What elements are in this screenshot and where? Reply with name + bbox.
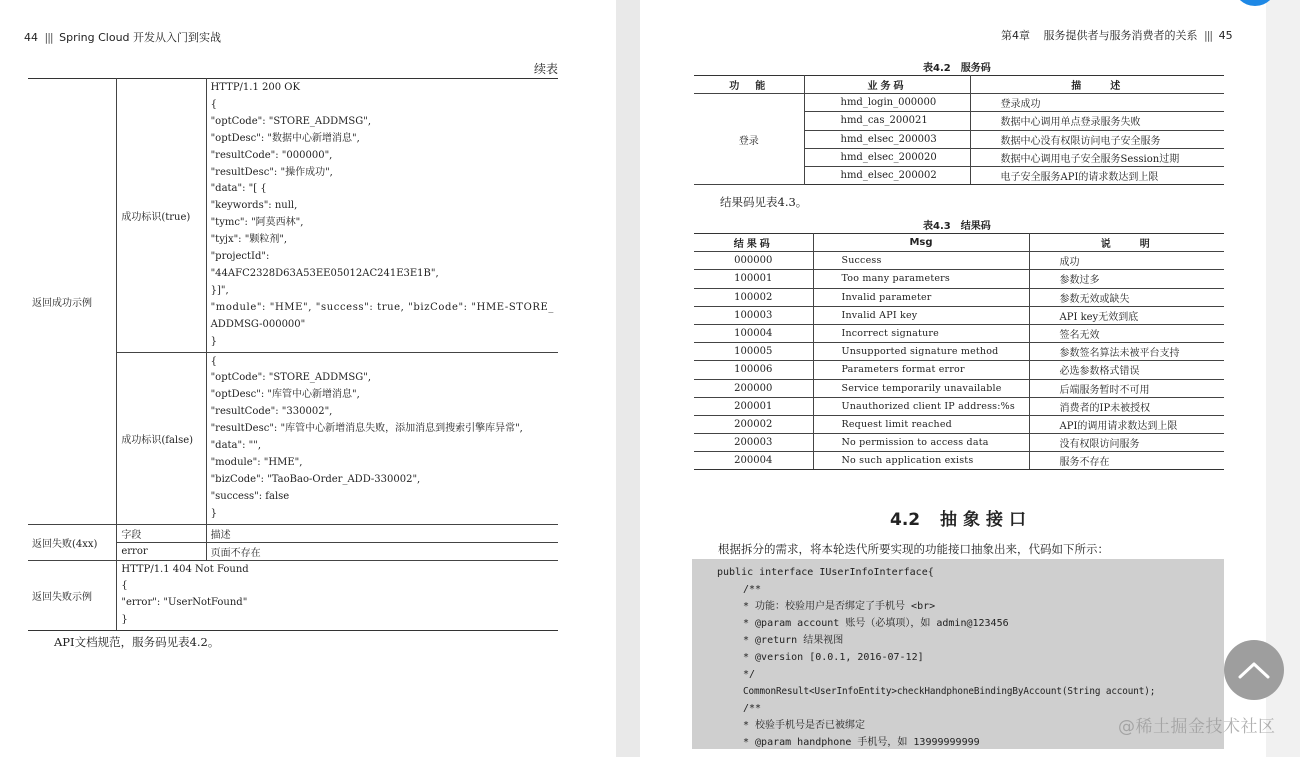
column-header: 结果码	[694, 234, 813, 252]
result-msg: Parameters format error	[813, 361, 1029, 379]
code-line: {	[210, 355, 217, 367]
table-caption: 表4.3 结果码	[923, 221, 991, 232]
result-note: 消费者的IP未被授权	[1029, 397, 1224, 415]
result-note: 没有权限访问服务	[1029, 434, 1224, 452]
code-line: "resultDesc": "库管中心新增消息失败，添加消息到搜索引擎库异常",	[210, 423, 523, 435]
viewer-scroll-edge	[1266, 0, 1300, 757]
code-line: */	[743, 669, 756, 680]
result-msg: Success	[813, 252, 1029, 270]
continued-table-label: 续表	[534, 62, 559, 76]
table-row	[694, 252, 1224, 270]
code-line: "module": "HME", "success": true, "bizCode": "HME-STORE_	[210, 301, 554, 313]
table-row	[694, 379, 1224, 397]
table-row	[694, 397, 1224, 415]
result-msg: Service temporarily unavailable	[813, 379, 1029, 397]
table-row	[694, 415, 1224, 433]
error-field: error	[117, 542, 206, 560]
body-paragraph: 结果码见表4.3。	[720, 195, 808, 209]
section-heading	[890, 505, 1032, 530]
code-line: ADDMSG-000000"	[210, 318, 306, 330]
watermark: @稀土掘金技术社区	[1118, 717, 1276, 737]
code-line: "data": "[ {	[210, 183, 267, 195]
code-line: "projectId":	[210, 251, 270, 263]
true-case-code	[206, 79, 558, 353]
code-line: }	[210, 335, 217, 347]
failure-4xx-label: 返回失败(4xx)	[28, 524, 117, 560]
service-code: hmd_elsec_200003	[804, 130, 970, 148]
field-header: 字段	[117, 524, 206, 542]
result-code: 100006	[694, 361, 813, 379]
result-note: 服务不存在	[1029, 452, 1224, 470]
header-separator: |||	[44, 31, 53, 44]
code-line: }	[210, 507, 217, 519]
service-desc: 数据中心没有权限访问电子安全服务	[970, 130, 1224, 148]
body-paragraph: API文档规范，服务码见表4.2。	[54, 635, 220, 649]
code-line: public interface IUserInfoInterface{	[717, 567, 934, 578]
code-line: "resultDesc": "操作成功",	[210, 166, 333, 178]
page-number: 45	[1218, 29, 1233, 42]
result-code: 200003	[694, 434, 813, 452]
result-code: 100005	[694, 343, 813, 361]
result-code: 100003	[694, 306, 813, 324]
code-line: }	[121, 614, 128, 626]
true-case-label: 成功标识(true)	[117, 79, 206, 353]
table-header-row	[694, 234, 1224, 252]
table-row	[694, 361, 1224, 379]
book-page-left	[0, 0, 616, 757]
service-code: hmd_login_000000	[804, 94, 970, 112]
success-example-label: 返回成功示例	[28, 79, 117, 525]
running-header-right	[1001, 27, 1233, 43]
code-line: "resultCode": "000000",	[210, 149, 333, 161]
service-code: hmd_elsec_200002	[804, 166, 970, 184]
result-code: 200004	[694, 452, 813, 470]
code-line: "keywords": null,	[210, 200, 298, 212]
code-line: }]",	[210, 284, 229, 296]
result-msg: Request limit reached	[813, 415, 1029, 433]
code-line: * @return 结果视图	[743, 635, 844, 646]
table-row	[694, 306, 1224, 324]
result-note: 后端服务暂时不可用	[1029, 379, 1224, 397]
table-row	[694, 452, 1224, 470]
column-header: 业务码	[804, 76, 970, 94]
code-line: /**	[743, 584, 762, 595]
column-header: 描 述	[970, 76, 1224, 94]
table-row	[694, 324, 1224, 342]
result-code: 200000	[694, 379, 813, 397]
code-line: "module": "HME",	[210, 456, 303, 468]
code-line: "44AFC2328D63A53EE05012AC241E3E1B",	[210, 267, 439, 279]
result-note: 参数过多	[1029, 270, 1224, 288]
result-note: 必选参数格式错误	[1029, 361, 1224, 379]
back-to-top-button[interactable]	[1224, 640, 1284, 700]
code-line: {	[121, 580, 128, 592]
table-row	[694, 94, 1224, 112]
code-line: HTTP/1.1 404 Not Found	[121, 563, 249, 575]
code-line: "optDesc": "库管中心新增消息",	[210, 389, 360, 401]
code-line: CommonResult<UserInfoEntity>checkHandphoneBindingByAccount(String account);	[743, 686, 1156, 697]
code-line: "error": "UserNotFound"	[121, 597, 248, 609]
service-code-table	[694, 75, 1224, 185]
column-header: 功 能	[694, 76, 804, 94]
service-desc: 登录成功	[970, 94, 1224, 112]
result-note: 成功	[1029, 252, 1224, 270]
table-caption: 表4.2 服务码	[923, 63, 991, 74]
chapter-number: 第4章	[1001, 29, 1030, 42]
code-line: * @param account 账号（必填项），如 admin@123456	[743, 618, 1009, 629]
code-line: * @param handphone 手机号，如 13999999999	[743, 737, 980, 748]
result-msg: Invalid parameter	[813, 288, 1029, 306]
error-desc: 页面不存在	[206, 542, 558, 560]
false-case-code	[206, 352, 558, 524]
page-number: 44	[24, 31, 38, 44]
service-desc: 电子安全服务API的请求数达到上限	[970, 166, 1224, 184]
code-line: /**	[743, 703, 762, 714]
result-msg: Invalid API key	[813, 306, 1029, 324]
code-line: * 校验手机号是否已被绑定	[743, 720, 866, 731]
table-row	[28, 524, 558, 542]
section-number: 4.2	[890, 510, 921, 530]
book-page-right	[640, 0, 1266, 757]
code-line: * 功能：校验用户是否绑定了手机号 <br>	[743, 601, 936, 612]
code-line: "optCode": "STORE_ADDMSG",	[210, 115, 372, 127]
service-desc: 数据中心调用电子安全服务Session过期	[970, 148, 1224, 166]
table-header-row	[694, 76, 1224, 94]
chevron-up-icon	[1238, 661, 1270, 679]
code-line: "optDesc": "数据中心新增消息",	[210, 132, 360, 144]
failure-example-label: 返回失败示例	[28, 560, 117, 631]
column-header: Msg	[813, 234, 1029, 252]
service-code: hmd_cas_200021	[804, 112, 970, 130]
result-code: 100001	[694, 270, 813, 288]
code-line: "optCode": "STORE_ADDMSG",	[210, 372, 372, 384]
result-note: API的调用请求数达到上限	[1029, 415, 1224, 433]
code-line: "tyjx": "颗粒剂",	[210, 234, 288, 246]
code-line: "tymc": "阿莫西林",	[210, 217, 304, 229]
result-msg: Incorrect signature	[813, 324, 1029, 342]
section-title: 抽象接口	[940, 510, 1033, 530]
result-code: 100002	[694, 288, 813, 306]
header-separator: |||	[1204, 29, 1213, 42]
table-row	[28, 79, 558, 353]
table-row	[694, 343, 1224, 361]
book-title: Spring Cloud 开发从入门到实战	[59, 31, 222, 44]
result-msg: Too many parameters	[813, 270, 1029, 288]
service-desc: 数据中心调用单点登录服务失败	[970, 112, 1224, 130]
table-row	[28, 560, 558, 631]
code-line: {	[210, 98, 217, 110]
service-code: hmd_elsec_200020	[804, 148, 970, 166]
api-response-table	[28, 78, 558, 631]
code-line: * @version [0.0.1, 2016-07-12]	[743, 652, 924, 663]
result-msg: No such application exists	[813, 452, 1029, 470]
result-code: 200002	[694, 415, 813, 433]
failure-example-code	[117, 560, 558, 631]
result-msg: No permission to access data	[813, 434, 1029, 452]
code-line: "bizCode": "TaoBao-Order_ADD-330002",	[210, 473, 421, 485]
code-line: "data": "",	[210, 440, 262, 452]
false-case-label: 成功标识(false)	[117, 352, 206, 524]
table-row	[694, 434, 1224, 452]
table-row	[694, 288, 1224, 306]
table-row	[694, 270, 1224, 288]
result-code: 200001	[694, 397, 813, 415]
running-header-left	[24, 29, 221, 45]
page-gutter	[616, 0, 640, 757]
result-code: 000000	[694, 252, 813, 270]
code-line: "resultCode": "330002",	[210, 406, 333, 418]
result-note: 参数签名算法未被平台支持	[1029, 343, 1224, 361]
code-line: HTTP/1.1 200 OK	[210, 82, 300, 93]
result-code-table	[694, 233, 1224, 470]
result-note: 签名无效	[1029, 324, 1224, 342]
body-paragraph: 根据拆分的需求，将本轮迭代所要实现的功能接口抽象出来，代码如下所示：	[718, 542, 1109, 556]
result-msg: Unauthorized client IP address:%s	[813, 397, 1029, 415]
desc-header: 描述	[206, 524, 558, 542]
result-msg: Unsupported signature method	[813, 343, 1029, 361]
result-note: 参数无效或缺失	[1029, 288, 1224, 306]
code-line: "success": false	[210, 490, 290, 502]
function-group-label: 登录	[694, 94, 804, 185]
result-note: API key无效到底	[1029, 306, 1224, 324]
result-code: 100004	[694, 324, 813, 342]
chapter-title: 服务提供者与服务消费者的关系	[1043, 29, 1198, 42]
column-header: 说 明	[1029, 234, 1224, 252]
